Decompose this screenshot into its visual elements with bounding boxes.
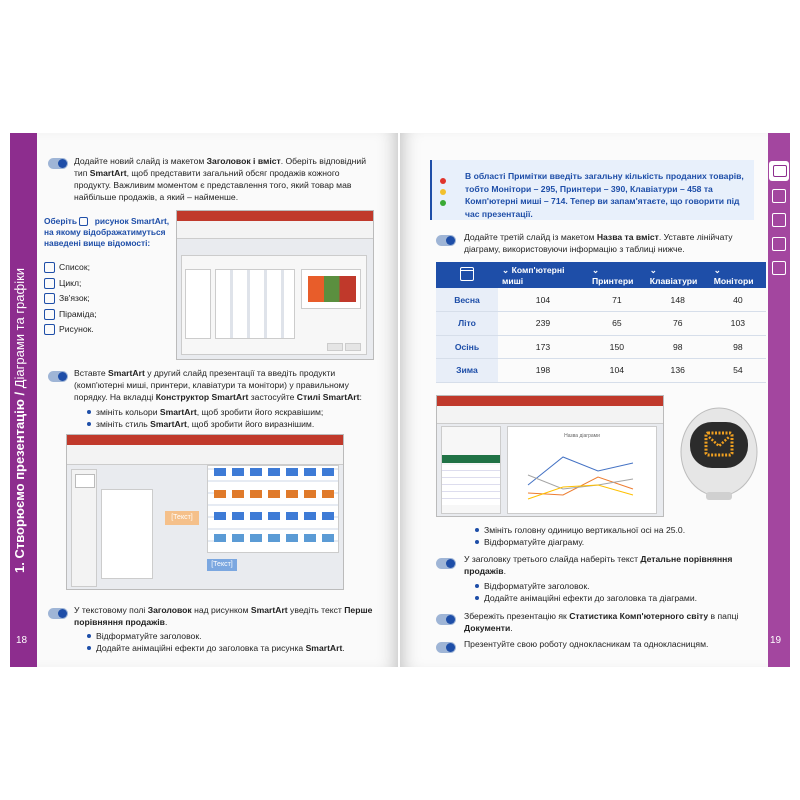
table-cell: 104 — [588, 359, 646, 383]
list-item: Відформатуйте заголовок. — [86, 630, 376, 642]
presentation-icon[interactable] — [772, 237, 786, 251]
calendar-icon — [460, 267, 474, 281]
save-paragraph: Збережіть презентацію як Статистика Комп'ютерного світу в папці Документи. — [464, 611, 739, 633]
page-number: 19 — [770, 635, 782, 646]
monitor-icon[interactable] — [772, 261, 786, 275]
row-label: Зима — [436, 359, 498, 383]
table-cell: 54 — [710, 359, 766, 383]
table-header-row — [436, 262, 766, 288]
table-cell: 103 — [710, 312, 766, 336]
intro-paragraph: Додайте новий слайд із макетом Заголовок і вміст. Оберіть відповідний тип SmartArt, щоб представити загальний обсяг продажів кожного продукту. Важливим моментом є представлення того, який товар мав найбільше продажів, а який – найменше. — [74, 156, 367, 202]
table-cell: 40 — [710, 288, 766, 312]
column-header: ⌄ Клавіатури — [646, 262, 710, 288]
excel-sheet — [441, 426, 501, 514]
toggle-icon — [436, 235, 456, 246]
row-label: Осінь — [436, 335, 498, 359]
chapter-sidebar — [10, 133, 37, 667]
table-row — [436, 288, 766, 312]
chat-icon[interactable] — [769, 161, 789, 181]
toggle-icon — [48, 608, 68, 619]
yellow-dot-icon — [440, 189, 446, 195]
smartart-styles-screenshot — [66, 434, 344, 590]
preview-pane — [301, 269, 361, 309]
toggle-icon — [48, 158, 68, 169]
table-cell: 150 — [588, 335, 646, 359]
series-line — [528, 475, 633, 489]
table-cell: 65 — [588, 312, 646, 336]
option-item[interactable]: Зв'язок; — [44, 291, 97, 307]
title-step-paragraph: У текстовому полі Заголовок над рисунком SmartArt уведіть текст Перше порівняння продажів. — [74, 605, 373, 627]
title-bullets — [86, 630, 376, 654]
layout-gallery — [215, 269, 295, 339]
table-cell: 76 — [646, 312, 710, 336]
smartart-text-box[interactable]: [Текст] — [207, 559, 237, 571]
present-paragraph: Презентуйте свою роботу однокласникам та однокласницям. — [464, 639, 709, 649]
toolbar-strip — [437, 406, 663, 424]
style-row — [214, 512, 334, 520]
row-label: Літо — [436, 312, 498, 336]
option-item[interactable]: Цикл; — [44, 276, 97, 292]
third-slide-paragraph: Додайте третій слайд із макетом Назва та вміст. Уставте лінійчату діаграму, використовуючи інформацію з таблиці нижче. — [464, 232, 733, 254]
list-item: Додайте анімаційні ефекти до заголовка та рисунка SmartArt. — [86, 642, 376, 654]
table-cell: 173 — [498, 335, 588, 359]
checkbox-icon[interactable] — [44, 324, 55, 335]
ribbon-bar — [437, 396, 663, 406]
toolbar-strip — [67, 445, 343, 465]
text-pane — [101, 489, 153, 579]
ribbon-bar — [177, 211, 373, 221]
sales-table — [436, 262, 766, 383]
checkbox-icon[interactable] — [44, 309, 55, 320]
smartart-dialog-screenshot — [176, 210, 374, 360]
column-header: ⌄ Монітори — [710, 262, 766, 288]
chart-bullets — [474, 524, 764, 548]
option-list — [44, 260, 97, 338]
excel-header — [442, 455, 500, 463]
mini-line-chart — [508, 427, 658, 515]
option-item[interactable]: Рисунок. — [44, 322, 97, 338]
table-cell: 98 — [710, 335, 766, 359]
list-item: Відформатуйте заголовок. — [474, 580, 764, 592]
smartart-callout: Оберіть рисунок SmartArt, на якому відображатимуться наведені вище відомості: — [44, 216, 170, 248]
toolbar-strip — [177, 221, 373, 239]
option-item[interactable]: Список; — [44, 260, 97, 276]
list-item: змініть кольори SmartArt, щоб зробити його яскравішим; — [86, 406, 376, 418]
checkbox-icon — [79, 217, 88, 226]
table-row — [436, 335, 766, 359]
toggle-icon — [436, 642, 456, 653]
table-cell: 136 — [646, 359, 710, 383]
notes-text: В області Примітки введіть загальну кількість проданих товарів, тобто Монітори – 295, Принтери – 390, Клавіатури – 458 та Комп'ютерні миші – 714. Тепер ви запам'ятаєте, що говорити під час презентації. — [465, 171, 744, 219]
robot-mascot-icon — [674, 400, 764, 505]
style-row — [214, 534, 334, 542]
preview-graphic — [308, 276, 356, 302]
table-row — [436, 359, 766, 383]
slide-thumb[interactable] — [75, 474, 95, 488]
red-dot-icon — [440, 178, 446, 184]
book-icon[interactable] — [772, 189, 786, 203]
style-row — [214, 490, 334, 498]
page-number: 18 — [16, 635, 28, 646]
list-item: Відформатуйте діаграму. — [474, 536, 764, 548]
table-cell: 148 — [646, 288, 710, 312]
smartart-text-box[interactable]: [Текст] — [165, 511, 199, 525]
list-item: змініть стиль SmartArt, щоб зробити його виразнішим. — [86, 418, 376, 430]
toggle-icon — [436, 558, 456, 569]
checkbox-icon[interactable] — [44, 262, 55, 273]
column-header: ⌄ Комп'ютерні миші — [498, 262, 588, 288]
list-item: Додайте анімаційні ефекти до заголовка та діаграми. — [474, 592, 764, 604]
puzzle-icon[interactable] — [772, 213, 786, 227]
green-dot-icon — [440, 200, 446, 206]
checkbox-icon[interactable] — [44, 293, 55, 304]
chart-screenshot — [436, 395, 664, 517]
list-item: Змініть головну одиницю вертикальної осі на 25.0. — [474, 524, 764, 536]
option-item[interactable]: Піраміда; — [44, 307, 97, 323]
toggle-icon — [48, 371, 68, 382]
insert-paragraph: Вставте SmartArt у другий слайд презентації та введіть продукти (комп'ютерні миші, принтери, клавіатури та монітори) у правильному порядку. На вкладці Конструктор SmartArt застосуйте Стилі SmartArt: — [74, 368, 362, 402]
ribbon-bar — [67, 435, 343, 445]
cancel-button[interactable] — [345, 343, 361, 351]
table-cell: 104 — [498, 288, 588, 312]
chart-title: Назва діаграми — [564, 433, 600, 439]
styles-gallery — [207, 465, 339, 553]
toggle-icon — [436, 614, 456, 625]
checkbox-icon[interactable] — [44, 278, 55, 289]
chapter-title: 1. Створюємо презентацію / Діаграми та графіки — [12, 267, 27, 573]
third-title-bullets — [474, 580, 764, 604]
calendar-header — [436, 262, 498, 288]
insert-bullets — [86, 406, 376, 430]
nav-sidebar — [768, 133, 790, 667]
table-cell: 198 — [498, 359, 588, 383]
table-row — [436, 312, 766, 336]
table-cell: 98 — [646, 335, 710, 359]
style-row — [214, 468, 334, 476]
excel-grid — [442, 465, 500, 505]
third-title-paragraph: У заголовку третього слайда наберіть текст Детальне порівняння продажів. — [464, 554, 733, 576]
category-list — [185, 269, 211, 339]
slide-canvas — [507, 426, 657, 514]
column-header: ⌄ Принтери — [588, 262, 646, 288]
ok-button[interactable] — [327, 343, 343, 351]
slide-thumbnails — [71, 469, 97, 587]
row-label: Весна — [436, 288, 498, 312]
table-cell: 239 — [498, 312, 588, 336]
table-cell: 71 — [588, 288, 646, 312]
